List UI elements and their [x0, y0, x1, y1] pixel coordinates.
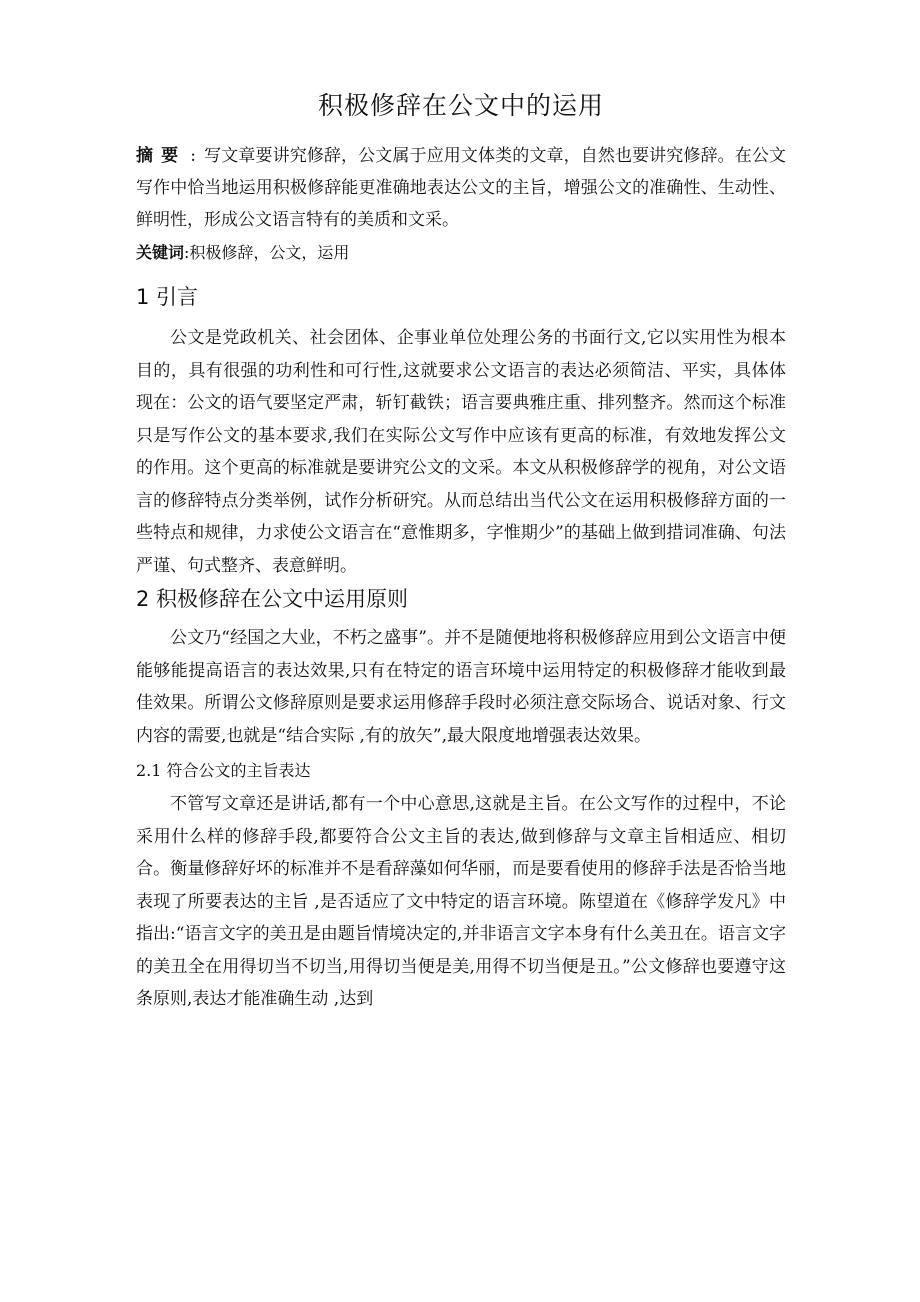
- introduction-paragraph: 公文是党政机关、社会团体、企事业单位处理公务的书面行文,它以实用性为根本目的，具有很强的功利性和可行性,这就要求公文语言的表达必须简洁、平实，具体体现在：公文的语气要坚定严肃，斩钉截铁；语言要典雅庄重、排列整齐。然而这个标准只是写作公文的基本要求,我们在实际公文写作中应该有更高的标准，有效地发挥公文的作用。这个更高的标准就是要讲究公文的文采。本文从积极修辞学的视角，对公文语言的修辞特点分类举例，试作分析研究。从而总结出当代公文在运用积极修辞方面的一些特点和规律，力求使公文语言在“意惟期多，字惟期少”的基础上做到措词准确、句法严谨、句式整齐、表意鲜明。: [136, 328, 786, 576]
- section-heading-introduction: 1 引言: [136, 285, 199, 309]
- subsection-heading-theme: 2.1 符合公文的主旨表达: [136, 761, 311, 780]
- abstract: [136, 140, 786, 236]
- section-heading-principles: 2 积极修辞在公文中运用原则: [136, 587, 409, 611]
- abstract-text: 写文章要讲究修辞，公文属于应用文体类的文章，自然也要讲究修辞。在公文写作中恰当地运用积极修辞能更准确地表达公文的主旨，增强公文的准确性、生动性、 鲜明性，形成公文语言特有的美质和文采。: [136, 146, 787, 230]
- keywords-text: :积极修辞，公文，运用: [184, 243, 350, 262]
- document-title: 积极修辞在公文中的运用: [317, 91, 604, 120]
- keywords: [136, 238, 786, 268]
- abstract-colon: :: [190, 146, 196, 166]
- abstract-label: 摘要: [136, 146, 187, 166]
- document-page: [136, 88, 786, 1016]
- principles-paragraph: 公文乃“经国之大业，不朽之盛事”。并不是随便地将积极修辞应用到公文语言中便能够能提高语言的表达效果,只有在特定的语言环境中运用特定的积极修辞才能收到最佳效果。所谓公文修辞原则是要求运用修辞手段时必须注意交际场合、说话对象、行文内容的需要,也就是“结合实际 ,有的放矢”,最大限度地增强表达效果。: [136, 628, 786, 746]
- theme-paragraph: 不管写文章还是讲话,都有一个中心意思,这就是主旨。在公文写作的过程中，不论采用什么样的修辞手段,都要符合公文主旨的表达,做到修辞与文章主旨相适应、相切合。衡量修辞好坏的标准并不是看辞藻如何华丽，而是要看使用的修辞手法是否恰当地表现了所要表达的主旨 ,是否适应了文中特定的语言环境。陈望道在《修辞学发凡》中指出:“语言文字的美丑是由题旨情境决定的,并非语言文字本身有什么美丑在。语言文字的美丑全在用得切当不切当,用得切当便是美,用得不切当便是丑。”公文修辞也要遵守这条原则,表达才能准确生动 ,达到: [136, 794, 786, 1009]
- keywords-label: 关键词: [136, 243, 185, 262]
